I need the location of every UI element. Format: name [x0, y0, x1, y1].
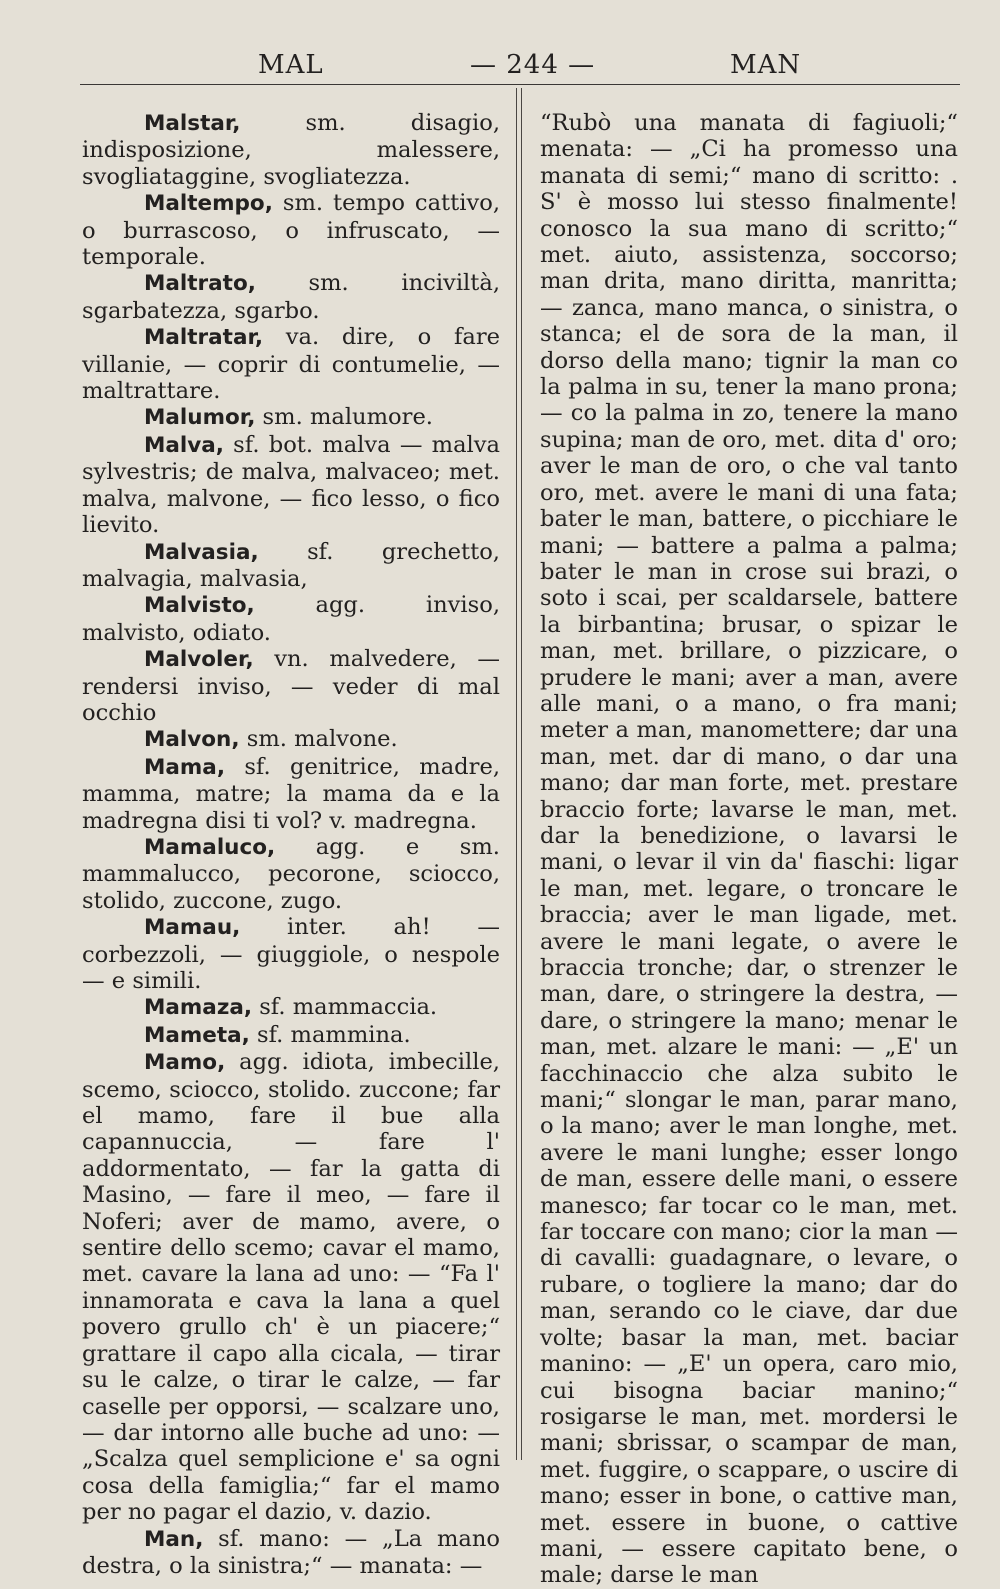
- entry-text: sf. genitrice, madre, mamma, matre; la mama da e la madregna disi ti vol? v. madregna.: [82, 753, 500, 834]
- entry-mama: [82, 754, 500, 834]
- entry-malumor: [82, 404, 500, 431]
- column-divider: [521, 88, 522, 1460]
- entry-text: agg. inviso, malvisto, odiato.: [82, 592, 500, 646]
- headword: Maltempo,: [144, 191, 273, 217]
- headword: Mama,: [144, 754, 225, 780]
- left-column: [82, 110, 500, 1579]
- running-head-left: MAL: [258, 50, 324, 80]
- headword: Mamaluco,: [144, 834, 276, 860]
- headword: Malva,: [144, 432, 224, 458]
- entry-mamo: [82, 1049, 500, 1525]
- headword: Malvon,: [144, 727, 240, 753]
- entry-text: sf. grechetto, malvagia, malvasia,: [82, 538, 500, 592]
- entry-text: sm. disagio, indisposizione, malessere, svogliataggine, svogliatezza.: [82, 110, 500, 190]
- headword: Mamaza,: [144, 995, 253, 1021]
- entry-text: va. dire, o fare villanie, — coprir di contumelie, — maltrattare.: [82, 324, 500, 405]
- entry-maltrato: [82, 270, 500, 324]
- headword: Mameta,: [144, 1022, 250, 1048]
- entry-malvon: [82, 726, 500, 753]
- column-divider: [516, 88, 517, 1460]
- entry-malvisto: [82, 592, 500, 646]
- headword: Malstar,: [144, 111, 241, 136]
- entry-man: [82, 1526, 500, 1580]
- entry-text: sf. mammaccia.: [252, 994, 438, 1021]
- headword: Maltratar,: [144, 325, 264, 351]
- entry-text: sm. tempo cattivo, o burrascoso, o infruscato, — temporale.: [82, 190, 500, 271]
- entry-maltratar: [82, 324, 500, 404]
- entry-text: agg. idiota, imbecille, scemo, sciocco, stolido. zuccone; far el mamo, fare il bue alla capannuccia, — fare l' addormentato, — far la gatta di Masino, — fare il meo, — fare il Noferi; aver de mamo, avere, o sentire dello scemo; cavar el mamo, met. cavare la lana ad uno: — “Fa l' innamorata e cava la lana a quel povero grullo ch' è un piacere;“ grattare il capo alla cicala, — tirar su le calze, o tirar le calze, — far caselle per opporsi, — scalzare uno, — dar intorno alle buche ad uno: — „Scalza quel semplicione e' sa ogni cosa della famiglia;“ far el mamo per no pagar el dazio, v. dazio.: [82, 1049, 500, 1526]
- headword: Malvoler,: [144, 647, 254, 673]
- right-column: [540, 110, 958, 1589]
- entry-mamau: [82, 914, 500, 994]
- headword: Mamau,: [144, 915, 241, 941]
- entry-mamaza: [82, 994, 500, 1021]
- headword: Malvasia,: [144, 539, 259, 565]
- header-rule: [80, 84, 960, 85]
- entry-text: sf. mano: — „La mano destra, o la sinistra;“ — manata: —: [82, 1525, 500, 1579]
- entry-text: sm. malumore.: [255, 404, 433, 431]
- page-number: — 244 —: [470, 50, 596, 80]
- entry-text: inter. ah! — corbezzoli, — giuggiole, o nespole — e simili.: [82, 914, 500, 994]
- entry-malvasia: [82, 539, 500, 593]
- entry-text: sm. malvone.: [239, 726, 398, 753]
- headword: Malumor,: [144, 405, 256, 431]
- entry-mameta: [82, 1022, 500, 1049]
- headword: Malvisto,: [144, 593, 255, 619]
- headword: Maltrato,: [144, 271, 256, 297]
- entry-man-continued: “Rubò una manata di fagiuoli;“ menata: — „Ci ha promesso una manata di semi;“ mano di scritto: . S' è mosso lui stesso finalmente! conosco la sua mano di scritto;“ met. aiuto, assistenza, soccorso; man drita, mano diritta, manritta; — zanca, mano manca, o sinistra, o stanca; el de sora de la man, il dorso della mano; tignir la man co la palma in su, tener la mano prona; — co la palma in zo, tenere la mano supina; man de oro, met. dita d' oro; aver le man de oro, o che val tanto oro, met. avere le mani di una fata; bater le man, battere, o picchiare le mani; — battere a palma a palma; bater le man in crose sui brazi, o soto i scai, per scaldarsele, battere la birbantina; brusar, o spizar le man, met. brillare, o pizzicare, o prudere le mani; aver a man, avere alle mani, o a mano, o fra mani; meter a man, manomettere; dar una man, met. dar di mano, o dar una mano; dar man forte, met. prestare braccio forte; lavarse le man, met. dar la benedizione, o lavarsi le mani, o levar il vin da' fiaschi: ligar le man, met. legare, o troncare le braccia; aver le man ligade, met. avere le mani legate, o avere le braccia tronche; dar, o strenzer le man, dare, o stringere la destra, — dare, o stringere la mano; menar le man, met. alzare le mani: — „E' un facchinaccio che alza subito le mani;“ slongar le man, parar mano, o la mano; aver le man longhe, met. avere le mani lunghe; esser longo de man, essere delle mani, o essere manesco; far tocar co le man, met. far toccare con mano; cior la man — di cavalli: guadagnare, o levare, o rubare, o togliere la mano; dar do man, serando co le ciave, dar due volte; basar la man, met. baciar manino: — „E' un opera, caro mio, cui bisogna baciar manino;“ rosigarse le man, met. mordersi le mani; sbrissar, o scampar de man, met. fuggire, o scappare, o uscire di mano; esser in bone, o cattive man, met. essere in buone, o cattive mani, — essere capitato bene, o male; darse le man: [540, 110, 958, 1589]
- entry-text: agg. e sm. mammalucco, pecorone, sciocco, stolido, zuccone, zugo.: [82, 833, 500, 914]
- entry-text: sf. mammina.: [249, 1021, 411, 1048]
- entry-text: sf. bot. malva — malva sylvestris; de malva, malvaceo; met. malva, malvone, — fico lesso, o fico lievito.: [82, 431, 500, 539]
- headword: Mamo,: [144, 1050, 226, 1076]
- running-head-right: MAN: [730, 50, 802, 80]
- entry-malva: [82, 432, 500, 539]
- entry-malstar: [82, 110, 500, 190]
- entry-malvoler: [82, 646, 500, 726]
- entry-text: sm. inciviltà, sgarbatezza, sgarbo.: [82, 270, 500, 324]
- headword: Man,: [144, 1526, 204, 1552]
- entry-maltempo: [82, 190, 500, 270]
- entry-mamaluco: [82, 834, 500, 914]
- entry-text: vn. malvedere, — rendersi inviso, — veder di mal occhio: [82, 646, 500, 726]
